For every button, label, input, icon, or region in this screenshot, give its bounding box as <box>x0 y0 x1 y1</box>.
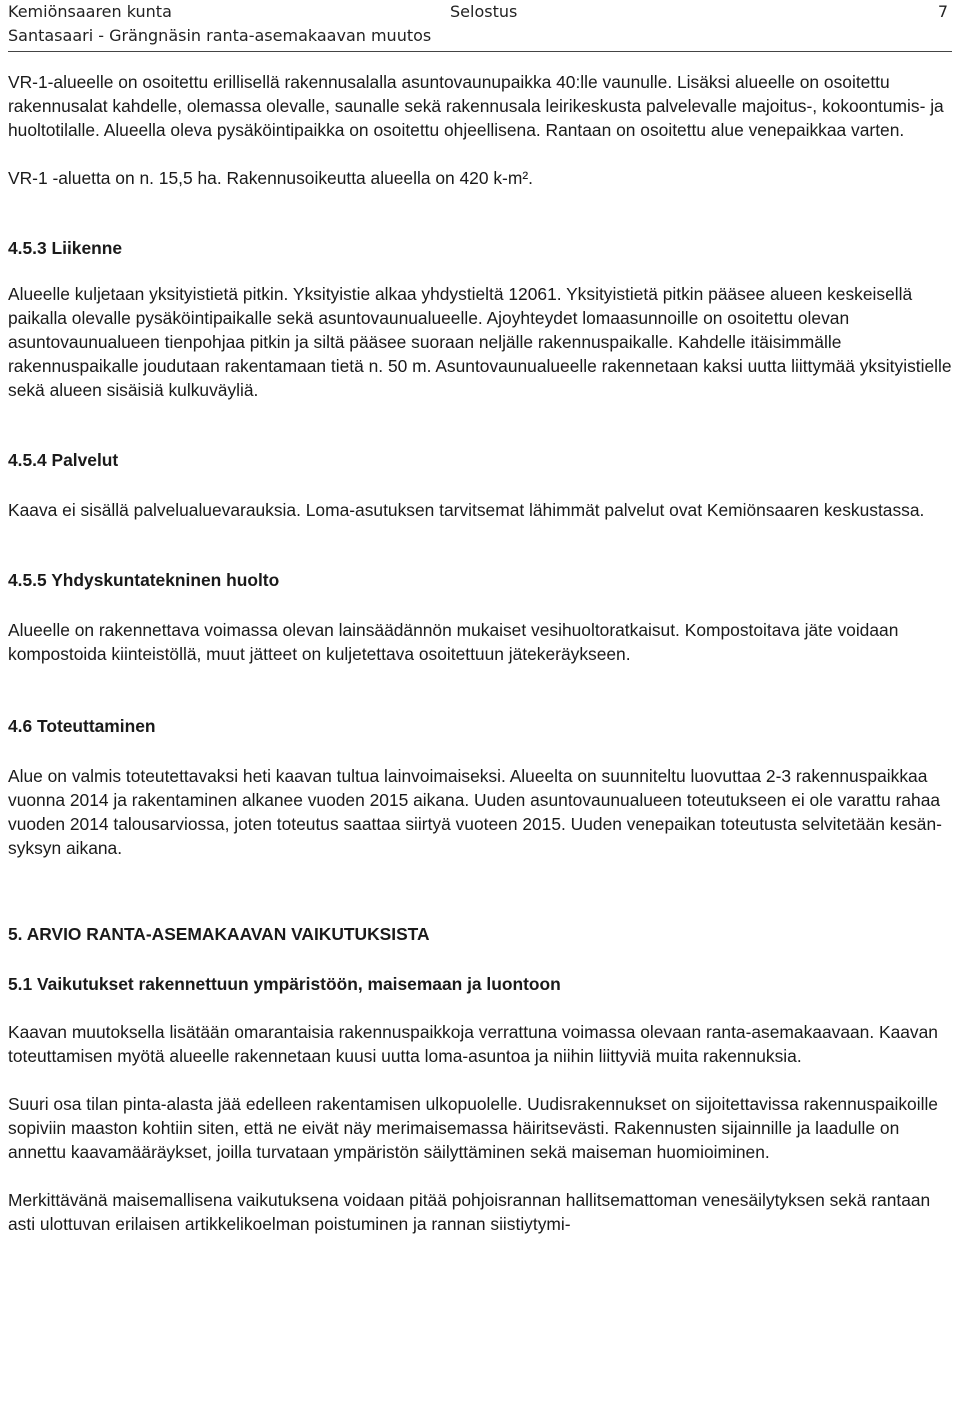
heading-vaikutukset-ymparistoon: 5.1 Vaikutukset rakennettuun ympäristöön, maisemaan ja luontoon <box>8 974 561 994</box>
paragraph-liikenne: Alueelle kuljetaan yksityistietä pitkin. Yksityistie alkaa yhdystieltä 12061. Yksityistietä pitkin pääsee alueen keskeisellä paikalla olevalle pysäköintipaikalle sekä asuntovaunualueelle. Ajoyhteydet lomaasunnoille on osoitettu olevan asuntovaunualueen tienpohjaa pitkin ja siltä pääsee suoraan neljälle rakennuspaikalle. Kahdelle itäisimmälle rakennuspaikalle joudutaan rakentamaan tietä n. 50 m. Asuntovaunualueelle rakennetaan kaksi uutta liittymää yksityistielle sekä alueen sisäisiä kulkuväyliä. <box>8 284 952 400</box>
heading-arvio-vaikutuksista: 5. ARVIO RANTA-ASEMAKAAVAN VAIKUTUKSISTA <box>8 924 430 944</box>
page-number: 7 <box>937 2 948 21</box>
document-body <box>8 70 952 1236</box>
section-label: Selostus <box>450 2 518 21</box>
paragraph-vaikutukset-2: Suuri osa tilan pinta-alasta jää edelleen rakentamisen ulkopuolelle. Uudisrakennukset on sijoitettavissa rakennuspaikoille sopiviin maaston kohtiin siten, että ne eivät näy merimaisemassa häiritsevästi. Rakennusten sijainnille ja laadulle on annettu kaavamääräykset, joilla turvataan ympäristön säilyttäminen sekä maiseman huomioiminen. <box>8 1094 938 1162</box>
heading-palvelut: 4.5.4 Palvelut <box>8 450 119 470</box>
paragraph-vaikutukset-1: Kaavan muutoksella lisätään omarantaisia rakennuspaikkoja verrattuna voimassa olevaan ranta-asemakaavaan. Kaavan toteuttamisen myötä alueelle rakennetaan kuusi uutta loma-asuntoa ja niihin liittyviä muita rakennuksia. <box>8 1022 938 1066</box>
paragraph-vr1-area: VR-1 -aluetta on n. 15,5 ha. Rakennusoikeutta alueella on 420 k-m². <box>8 168 533 188</box>
paragraph-toteuttaminen: Alue on valmis toteutettavaksi heti kaavan tultua lainvoimaiseksi. Alueelta on suunniteltu luovuttaa 2-3 rakennuspaikkaa vuonna 2014 ja rakentaminen alkanee vuoden 2015 aikana. Uuden asuntovaunualueen toteutukseen ei ole varattu rahaa vuoden 2014 talousarviossa, joten toteutus saattaa siirtyä vuoteen 2015. Uuden venepaikan toteutusta selvitetään kesän-syksyn aikana. <box>8 766 942 858</box>
document-title: Santasaari - Grängnäsin ranta-asemakaavan muutos <box>8 26 432 45</box>
header-divider <box>8 51 952 52</box>
paragraph-palvelut: Kaava ei sisällä palvelualuevarauksia. Loma-asutuksen tarvitsemat lähimmät palvelut ovat Kemiönsaaren keskustassa. <box>8 500 925 520</box>
paragraph-huolto: Alueelle on rakennettava voimassa olevan lainsäädännön mukaiset vesihuoltoratkaisut. Kompostoitava jäte voidaan kompostoida kiinteistöllä, muut jätteet on kuljetettava osoitettuun jätekeräykseen. <box>8 620 899 664</box>
heading-yhdyskuntatekninen-huolto: 4.5.5 Yhdyskuntatekninen huolto <box>8 570 280 590</box>
heading-liikenne: 4.5.3 Liikenne <box>8 238 123 258</box>
paragraph-vaikutukset-3: Merkittävänä maisemallisena vaikutuksena voidaan pitää pohjoisrannan hallitsemattoman venesäilytyksen sekä rantaan asti ulottuvan erilaisen artikkelikoelman poistuminen ja rannan siistiytymi- <box>8 1190 931 1234</box>
page-header <box>8 0 952 52</box>
organization-name: Kemiönsaaren kunta <box>8 2 172 21</box>
paragraph-vr1-intro: VR-1-alueelle on osoitettu erillisellä rakennusalalla asuntovaunupaikka 40:lle vaunulle. Lisäksi alueelle on osoitettu rakennusalat kahdelle, olemassa olevalle, saunalle sekä rakennusala leirikeskusta palvelevalle majoitus-, kokoontumis- ja huoltotilalle. Alueella oleva pysäköintipaikka on osoitettu ohjeellisena. Rantaan on osoitettu alue venepaikkaa varten. <box>8 72 944 140</box>
heading-toteuttaminen: 4.6 Toteuttaminen <box>8 716 156 736</box>
